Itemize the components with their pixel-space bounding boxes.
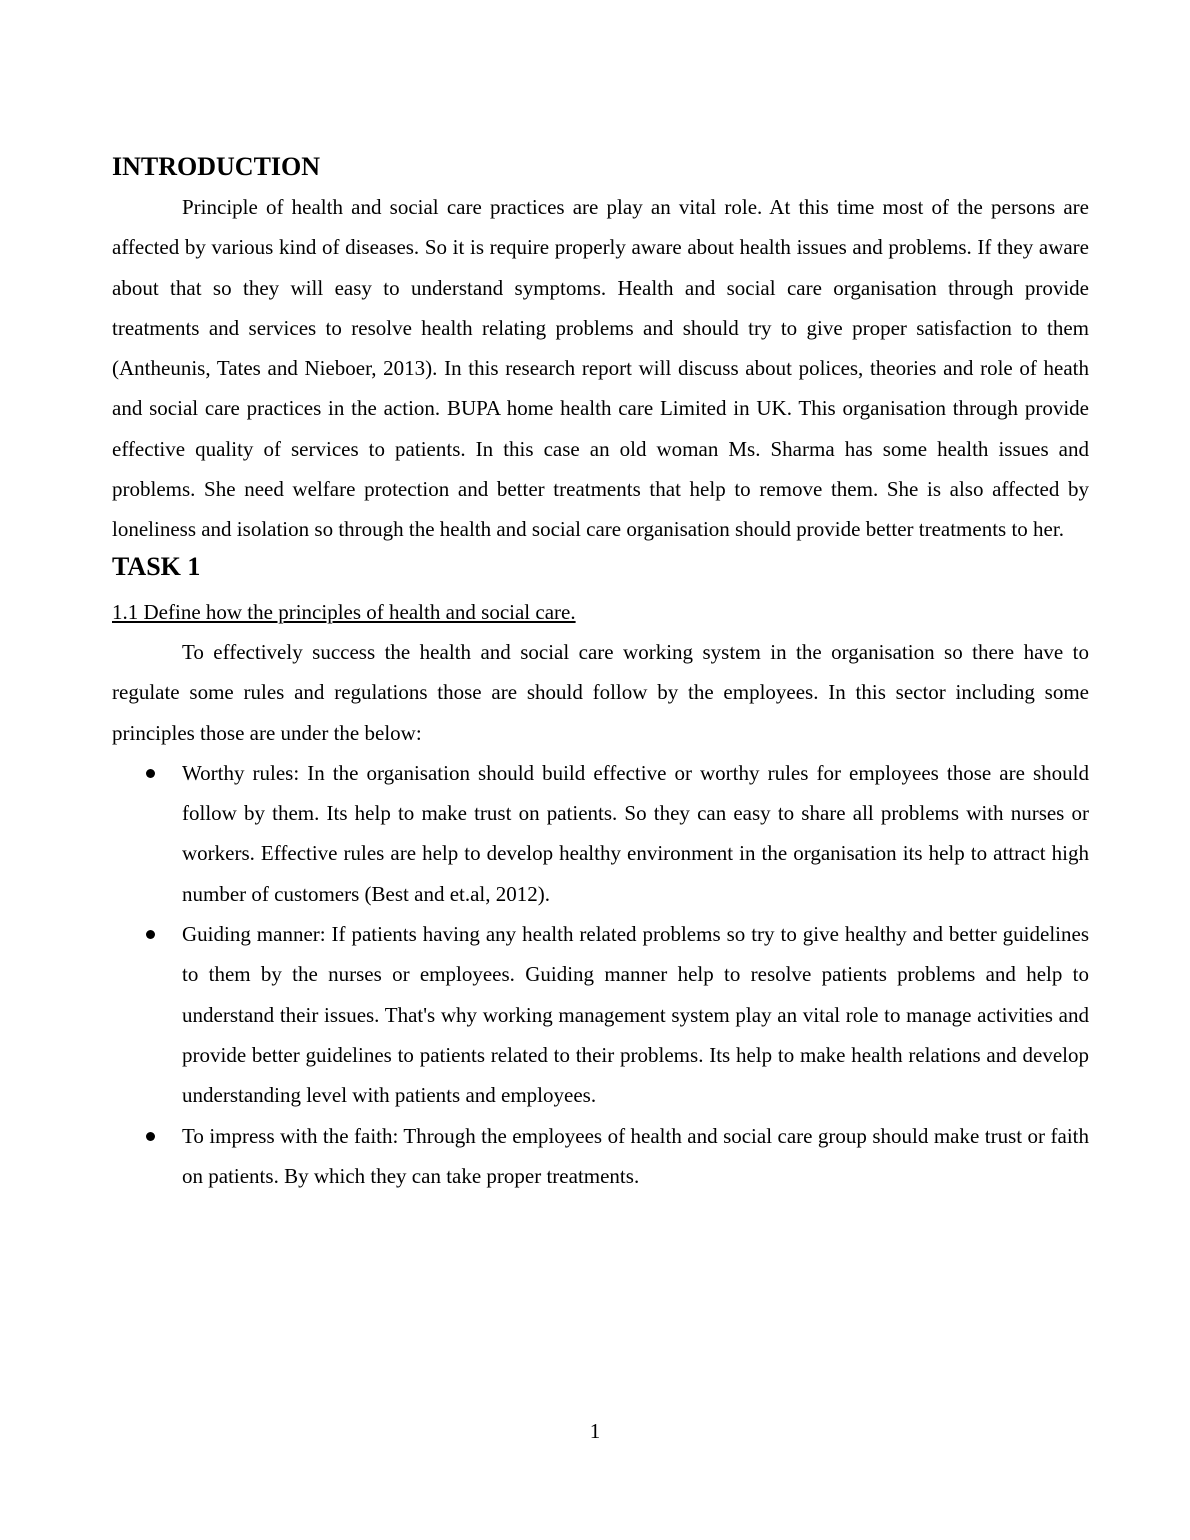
introduction-heading: INTRODUCTION xyxy=(112,152,321,181)
principles-list xyxy=(112,753,1089,1196)
bullet-icon xyxy=(146,769,155,778)
list-item xyxy=(112,753,1089,914)
list-item-text: To impress with the faith: Through the employees of health and social care group should make trust or faith on patients. By which they can take proper treatments. xyxy=(182,1123,1089,1188)
introduction-paragraph: Principle of health and social care practices are play an vital role. At this time most of the persons are affected by various kind of diseases. So it is require properly aware about health issues and problems. If they aware about that so they will easy to understand symptoms. Health and social care organisation through provide treatments and services to resolve health relating problems and should try to give proper satisfaction to them (Antheunis, Tates and Nieboer, 2013). In this research report will discuss about polices, theories and role of heath and social care practices in the action. BUPA home health care Limited in UK. This organisation through provide effective quality of services to patients. In this case an old woman Ms. Sharma has some health issues and problems. She need welfare protection and better treatments that help to remove them. She is also affected by loneliness and isolation so through the health and social care organisation should provide better treatments to her. xyxy=(112,195,1089,542)
bullet-icon xyxy=(146,930,155,939)
list-item-text: Guiding manner: If patients having any health related problems so try to give healthy and better guidelines to them by the nurses or employees. Guiding manner help to resolve patients problems and help to understand their issues. That's why working management system play an vital role to manage activities and provide better guidelines to patients related to their problems. Its help to make health relations and develop understanding level with patients and employees. xyxy=(182,922,1089,1108)
bullet-icon xyxy=(146,1132,155,1141)
task-1-paragraph: To effectively success the health and social care working system in the organisation so there have to regulate some rules and regulations those are should follow by the employees. In this sector including some principles those are under the below: xyxy=(112,639,1089,745)
list-item xyxy=(112,1116,1089,1197)
task-1-heading: TASK 1 xyxy=(112,551,201,581)
task-1-subheading: 1.1 Define how the principles of health and social care. xyxy=(112,599,576,624)
list-item xyxy=(112,914,1089,1115)
list-item-text: Worthy rules: In the organisation should build effective or worthy rules for employees those are should follow by them. Its help to make trust on patients. So they can easy to share all problems with nurses or workers. Effective rules are help to develop healthy environment in the organisation its help to attract high number of customers (Best and et.al, 2012). xyxy=(182,760,1089,906)
page-number: 1 xyxy=(589,1419,601,1443)
document-page xyxy=(112,150,1089,1196)
